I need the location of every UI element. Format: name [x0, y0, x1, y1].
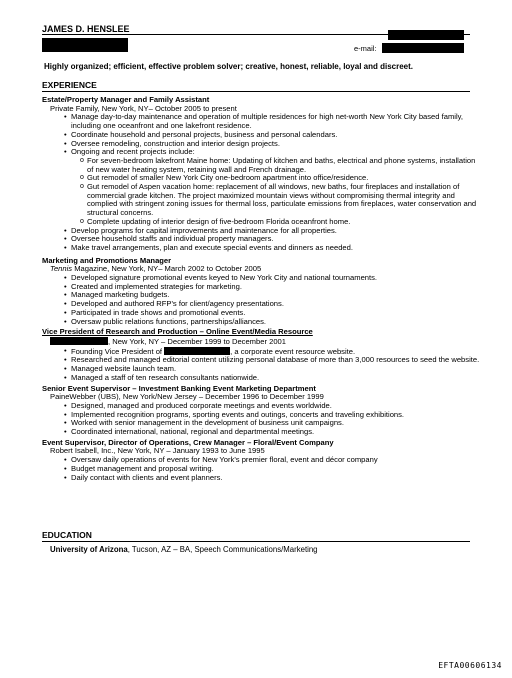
bullet-item: • Budget management and proposal writing. [71, 465, 482, 474]
bullet-item: • Managed website launch team. [71, 365, 482, 374]
bullet-item: • Oversee household staffs and individual property managers. [71, 235, 482, 244]
job-title: Estate/Property Manager and Family Assistant [42, 95, 210, 104]
bullet-item: • Coordinated international, national, regional and departmental meetings. [71, 428, 482, 437]
publication-name: Tennis [50, 264, 73, 274]
education-heading: EDUCATION [42, 530, 92, 540]
bullet-item: • Make travel arrangements, plan and execute special events and dinners as needed. [71, 244, 482, 253]
redaction-block [164, 347, 230, 355]
bullet-item: • Coordinate household and personal projects, business and personal calendars. [71, 131, 482, 140]
bullet-item: • Develop programs for capital improvements and maintenance for all properties. [71, 227, 482, 236]
bullet-item: • Developed signature promotional events keyed to New York City and national tournaments. [71, 274, 482, 283]
experience-heading: EXPERIENCE [42, 80, 97, 90]
bullet-item: • Oversaw public relations functions, partnerships/alliances. [71, 318, 482, 327]
job-entry [42, 96, 482, 253]
sub-bullet-list [71, 157, 482, 227]
sub-bullet-item: o For seven-bedroom lakefront Maine home: Updating of kitchen and baths, electrical and phone systems, installation of new water heating system, retaining wall and French drainage. [87, 157, 482, 174]
redaction-block [42, 38, 128, 52]
email-label: e-mail: [354, 44, 377, 53]
job-entry [42, 385, 482, 437]
job-entry [42, 328, 482, 382]
bullet-item: • Managed a staff of ten research consultants nationwide. [71, 374, 482, 383]
degree-details: , Tucson, AZ – BA, Speech Communications/Marketing [127, 545, 318, 554]
bullet-item: • Oversaw daily operations of events for New York's premier floral, event and décor company [71, 456, 482, 465]
job-organization-text: Magazine, New York, NY– March 2002 to October 2005 [72, 264, 262, 274]
bullet-item [71, 148, 482, 226]
bullet-list [42, 274, 482, 326]
bullet-item: • Created and implemented strategies for marketing. [71, 283, 482, 292]
job-title: Vice President of Research and Production – Online Event/Media Resource [42, 327, 313, 337]
sub-bullet-item: o Gut remodel of smaller New York City one-bedroom apartment into office/residence. [87, 174, 482, 183]
tagline: Highly organized; efficient, effective problem solver; creative, honest, reliable, loyal and discreet. [44, 62, 413, 71]
job-organization: Private Family, New York, NY– October 2005 to present [50, 103, 237, 113]
bullet-text: , a corporate event resource website. [230, 346, 356, 356]
applicant-name: JAMES D. HENSLEE [42, 24, 130, 34]
education-rule [42, 541, 470, 542]
bullet-item: • Developed and authored RFP's for client/agency presentations. [71, 300, 482, 309]
bullet-item: • Manage day-to-day maintenance and operation of multiple residences for high net-worth New York City based family, including one oceanfront and one lakefront residence. [71, 113, 482, 130]
bullet-item: • Implemented recognition programs, sporting events and outings, concerts and traveling exhibitions. [71, 411, 482, 420]
redaction-block [382, 43, 464, 53]
sub-bullet-item: o Gut remodel of Aspen vacation home: replacement of all windows, new baths, four fireplaces and installation of commercial grade kitchen. The project maximized mountain views without compromising thermal integrity and complied with stringent zoning issues for thermal loss, particulate emissions from fireplaces, water conservation and structural concerns. [87, 183, 482, 218]
redaction-block [388, 30, 464, 40]
bullet-list [42, 456, 482, 482]
experience-list [42, 96, 482, 484]
job-organization: PaineWebber (UBS), New York/New Jersey – December 1996 to December 1999 [50, 392, 324, 402]
job-organization-text: , New York, NY – December 1999 to December 2001 [108, 336, 286, 346]
bullet-item: • Participated in trade shows and promotional events. [71, 309, 482, 318]
bullet-item: • Researched and managed editorial content utilizing personal database of more than 3,000 resources to seed the website. [71, 356, 482, 365]
job-entry [42, 257, 482, 327]
school-name: University of Arizona [50, 545, 128, 554]
job-title: Marketing and Promotions Manager [42, 255, 172, 265]
bullet-text: Ongoing and recent projects include: [71, 147, 195, 157]
experience-rule [42, 91, 470, 92]
bullet-text: Founding Vice President of [71, 346, 165, 356]
bullet-list [42, 347, 482, 383]
job-organization [42, 337, 482, 347]
bullet-list [42, 402, 482, 437]
bullet-item: • Daily contact with clients and event planners. [71, 474, 482, 483]
job-organization: Robert Isabell, Inc., New York, NY – January 1993 to June 1995 [50, 446, 265, 456]
job-entry [42, 439, 482, 483]
job-title: Senior Event Supervisor – Investment Banking Event Marketing Department [42, 383, 316, 393]
bullet-list [42, 113, 482, 252]
job-title: Event Supervisor, Director of Operations, Crew Manager – Floral/Event Company [42, 437, 334, 447]
document-id: EFTA00606134 [438, 661, 502, 670]
bullet-item: • Managed marketing budgets. [71, 291, 482, 300]
redaction-block [50, 337, 108, 345]
education-entry [50, 545, 318, 554]
bullet-item: • Worked with senior management in the development of business unit campaigns. [71, 419, 482, 428]
bullet-item: • Oversee remodeling, construction and interior design projects. [71, 140, 482, 149]
bullet-item: • Designed, managed and produced corporate meetings and events worldwide. [71, 402, 482, 411]
sub-bullet-item: o Complete updating of interior design of five-bedroom Florida oceanfront home. [87, 218, 482, 227]
header-rule [42, 34, 470, 35]
